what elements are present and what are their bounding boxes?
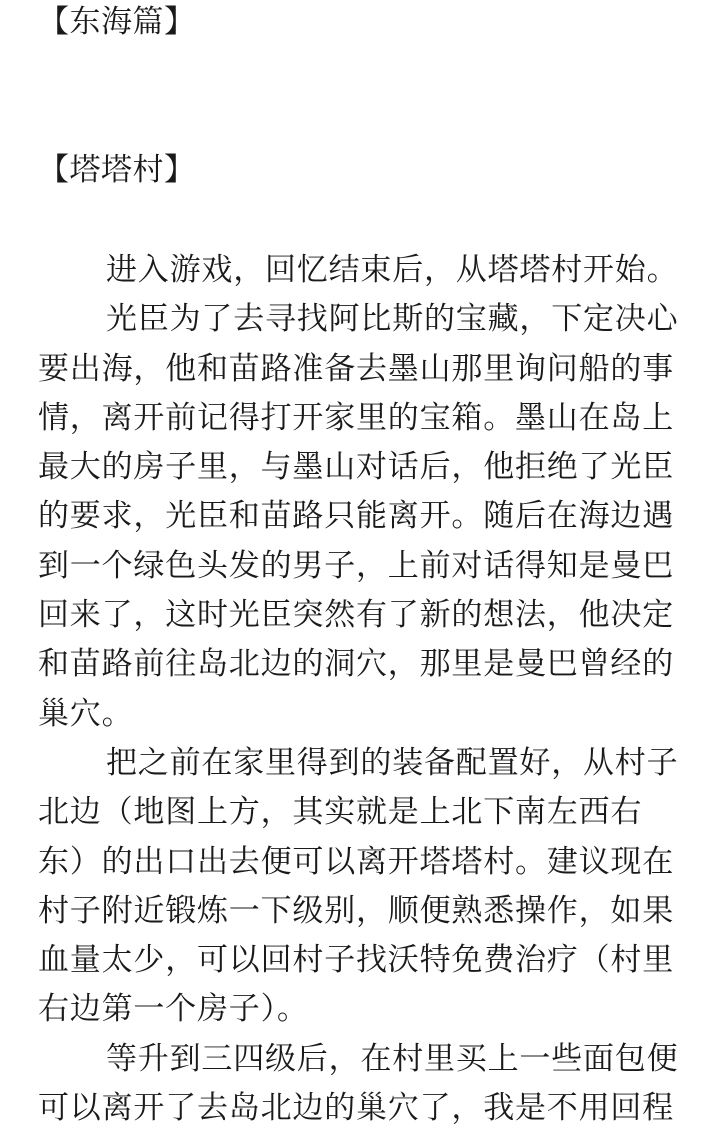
section-heading: 【东海篇】 [38, 4, 196, 40]
paragraph: 进入游戏，回忆结束后，从塔塔村开始。 [106, 252, 679, 288]
chapter-heading: 【塔塔村】 [38, 152, 196, 188]
paragraph: 光臣为了去寻找阿比斯的宝藏，下定决心要出海，他和苗路准备去墨山那里询问船的事情，离开前记得打开家里的宝箱。墨山在岛上最大的房子里，与墨山对话后，他拒绝了光臣的要求，光臣和苗路只能离开。随后在海边遇到一个绿色头发的男子，上前对话得知是曼巴回来了，这时光臣突然有了新的想法，他决定和苗路前往岛北边的洞穴，那里是曼巴曾经的巢穴。 [38, 301, 679, 732]
paragraph: 等升到三四级后，在村里买上一些面包便可以离开了去岛北边的巢穴了，我是不用回程 [38, 1040, 679, 1127]
paragraph: 把之前在家里得到的装备配置好，从村子北边（地图上方，其实就是上北下南左西右东）的出口出去便可以离开塔塔村。建议现在村子附近锻炼一下级别，顺便熟悉操作，如果血量太少，可以回村子找沃特免费治疗（村里右边第一个房子）。 [38, 744, 679, 1028]
article-body [38, 246, 686, 1133]
